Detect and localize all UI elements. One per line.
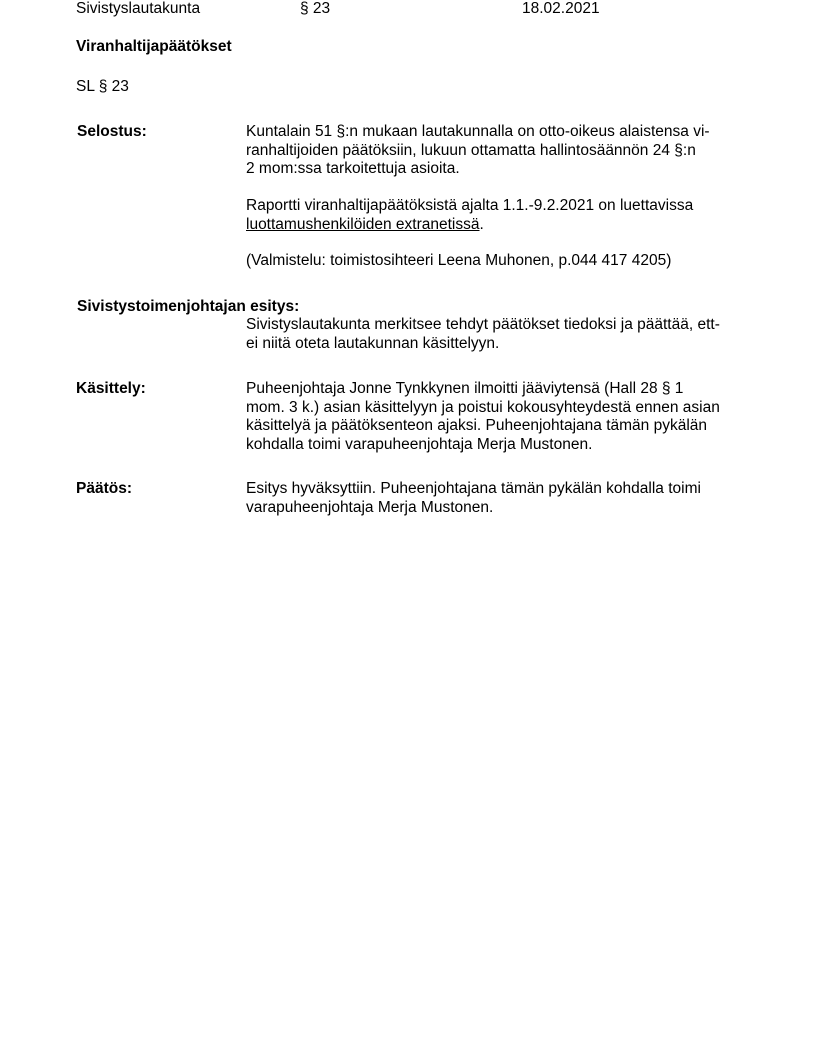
selostus-line: Kuntalain 51 §:n mukaan lautakunnalla on otto-oikeus alaistensa vi- bbox=[246, 123, 710, 140]
selostus-preparer: (Valmistelu: toimistosihteeri Leena Muhonen, p.044 417 4205) bbox=[246, 252, 672, 269]
kasittely-line: käsittelyä ja päätöksenteon ajaksi. Puheenjohtajana tämän pykälän bbox=[246, 417, 708, 434]
header-section: § 23 bbox=[300, 0, 331, 17]
paatos-paragraph bbox=[246, 480, 746, 517]
paatos-line: Esitys hyväksyttiin. Puheenjohtajana tämän pykälän kohdalla toimi bbox=[246, 480, 701, 497]
kasittely-paragraph bbox=[246, 380, 746, 454]
selostus-paragraph-3 bbox=[246, 252, 746, 271]
esitys-line: ei niitä oteta lautakunnan käsittelyyn. bbox=[246, 334, 500, 352]
esitys-line: Sivistyslautakunta merkitsee tehdyt päätökset tiedoksi ja päättää, ett- bbox=[246, 316, 720, 333]
kasittely-line: Puheenjohtaja Jonne Tynkkynen ilmoitti jääviytensä (Hall 28 § 1 bbox=[246, 380, 684, 397]
page-title: Viranhaltijapäätökset bbox=[76, 38, 232, 55]
selostus-line: 2 mom:ssa tarkoitettuja asioita. bbox=[246, 160, 460, 177]
reference: SL § 23 bbox=[76, 78, 129, 95]
selostus-paragraph-1 bbox=[246, 123, 746, 179]
kasittely-line: mom. 3 k.) asian käsittelyyn ja poistui kokousyhteydestä ennen asian bbox=[246, 398, 720, 416]
kasittely-line: kohdalla toimi varapuheenjohtaja Merja Mustonen. bbox=[246, 435, 593, 453]
selostus-label: Selostus: bbox=[77, 123, 147, 140]
paatos-line: varapuheenjohtaja Merja Mustonen. bbox=[246, 498, 494, 516]
header-committee: Sivistyslautakunta bbox=[76, 0, 201, 17]
selostus-line: ranhaltijoiden päätöksiin, lukuun ottamatta hallintosäännön 24 §:n bbox=[246, 141, 696, 159]
kasittely-label: Käsittely: bbox=[76, 380, 146, 397]
paatos-label: Päätös: bbox=[76, 480, 132, 497]
extranet-link[interactable]: luottamushenkilöiden extranetissä bbox=[246, 215, 480, 233]
esitys-paragraph bbox=[246, 316, 746, 353]
header-date: 18.02.2021 bbox=[522, 0, 600, 17]
selostus-paragraph-2 bbox=[246, 197, 746, 234]
selostus-link-line bbox=[246, 216, 746, 235]
selostus-period: . bbox=[479, 215, 484, 233]
esitys-label: Sivistystoimenjohtajan esitys: bbox=[77, 298, 300, 315]
selostus-line: Raportti viranhaltijapäätöksistä ajalta 1.1.-9.2.2021 on luettavissa bbox=[246, 197, 694, 214]
